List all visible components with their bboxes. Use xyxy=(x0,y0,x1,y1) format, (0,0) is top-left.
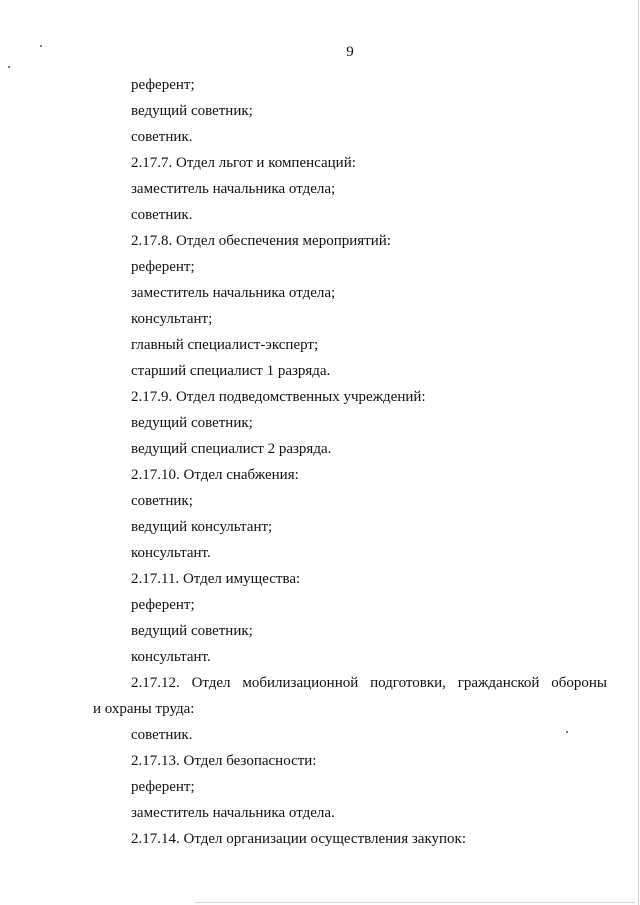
section-heading: 2.17.10. Отдел снабжения: xyxy=(131,467,299,483)
text-line: консультант. xyxy=(131,649,211,665)
text-line: референт; xyxy=(131,77,195,93)
page-number: 9 xyxy=(346,44,354,60)
text-line: ведущий консультант; xyxy=(131,519,273,535)
text-line: консультант. xyxy=(131,545,211,561)
text-line: главный специалист-эксперт; xyxy=(131,337,319,353)
scan-speck xyxy=(566,731,568,733)
text-line: советник. xyxy=(131,207,193,223)
text-line: советник. xyxy=(131,129,193,145)
text-line: заместитель начальника отдела; xyxy=(131,285,336,301)
section-heading: 2.17.12. Отдел мобилизационной подготовки, гражданской обороны xyxy=(131,675,607,691)
section-heading: 2.17.7. Отдел льгот и компенсаций: xyxy=(131,155,356,171)
text-line: ведущий советник; xyxy=(131,103,253,119)
scan-speck xyxy=(8,66,10,68)
section-heading: 2.17.13. Отдел безопасности: xyxy=(131,753,317,769)
text-line: референт; xyxy=(131,259,195,275)
text-line: ведущий советник; xyxy=(131,415,253,431)
text-line: старший специалист 1 разряда. xyxy=(131,363,331,379)
text-line: референт; xyxy=(131,779,195,795)
scan-edge-right xyxy=(638,0,639,905)
section-heading: 2.17.14. Отдел организации осуществления закупок: xyxy=(131,831,466,847)
text-line: заместитель начальника отдела. xyxy=(131,805,335,821)
scan-edge-bottom xyxy=(195,902,635,903)
text-line: заместитель начальника отдела; xyxy=(131,181,336,197)
text-line: советник. xyxy=(131,727,193,743)
text-line: советник; xyxy=(131,493,193,509)
section-heading: 2.17.11. Отдел имущества: xyxy=(131,571,301,587)
text-line: консультант; xyxy=(131,311,213,327)
text-line: ведущий специалист 2 разряда. xyxy=(131,441,332,457)
section-heading: 2.17.8. Отдел обеспечения мероприятий: xyxy=(131,233,391,249)
text-line: референт; xyxy=(131,597,195,613)
section-heading-continuation: и охраны труда: xyxy=(93,701,195,717)
text-line: ведущий советник; xyxy=(131,623,253,639)
section-heading: 2.17.9. Отдел подведомственных учреждений: xyxy=(131,389,426,405)
